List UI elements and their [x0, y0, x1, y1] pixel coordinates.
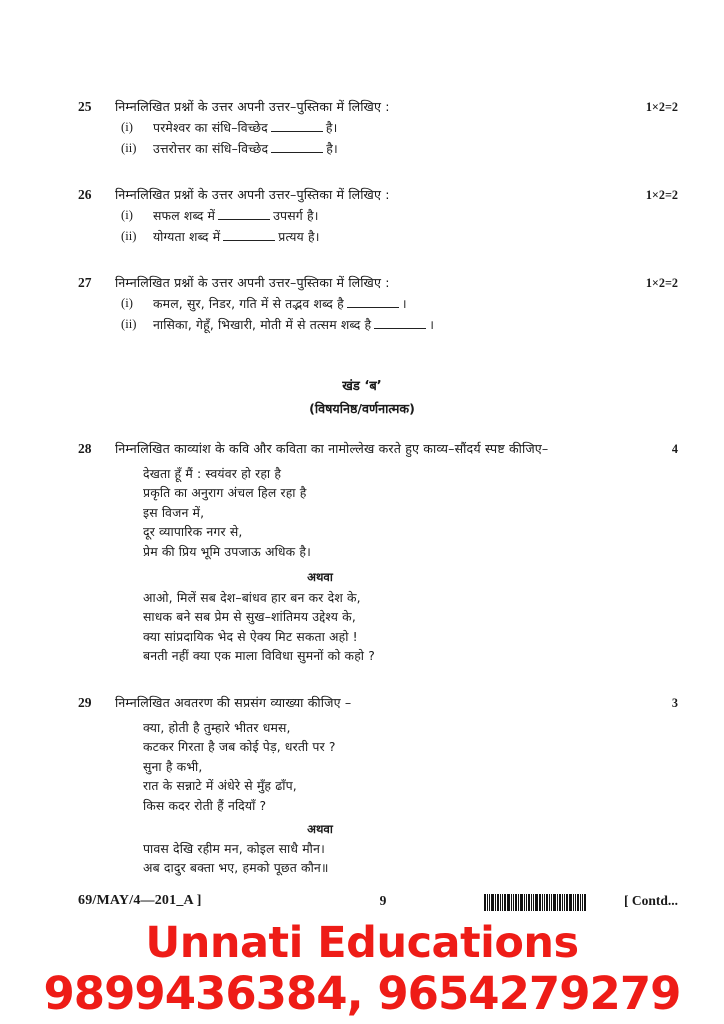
sub-question-text-after: ।: [429, 317, 435, 332]
page-footer: [78, 893, 678, 915]
sub-question-text: [153, 139, 678, 158]
sub-question-text-after: प्रत्यय है।: [278, 229, 320, 244]
sub-question-text-before: योग्यता शब्द में: [153, 229, 221, 244]
question-block-28: [78, 440, 678, 458]
verse-line: साधक बने सब प्रेम से सुख–शांतिमय उद्देश्य के,: [143, 609, 356, 625]
section-title: खंड ‘ब’: [342, 379, 382, 394]
verse-line: देखता हूँ मैं : स्वयंवर हो रहा है: [143, 466, 282, 481]
verse-line: बनती नहीं क्या एक माला विविधा सुमनों को कहो ?: [143, 648, 375, 664]
question-heading: [78, 186, 678, 204]
sub-question-text-after: है।: [326, 141, 338, 156]
verse-29-a: [143, 718, 336, 815]
sub-question-item: [121, 206, 678, 225]
verse-line: इस विजन में,: [143, 504, 205, 520]
verse-line: क्या, होती है तुम्हारे भीतर धमस,: [143, 720, 291, 735]
sub-question-text: [153, 294, 678, 313]
sub-question-text: [153, 206, 678, 225]
answer-blank[interactable]: [218, 208, 270, 220]
question-marks: 1×2=2: [645, 100, 678, 114]
question-stem: निम्नलिखित काव्यांश के कवि और कविता का नामोल्लेख करते हुए काव्य–सौंदर्य स्पष्ट कीजिए–: [115, 441, 549, 456]
question-stem: निम्नलिखित अवतरण की सप्रसंग व्याख्या कीजिए –: [115, 695, 352, 710]
question-block-27: [78, 274, 678, 334]
verse-29-b: [143, 839, 329, 878]
question-marks: 1×2=2: [645, 276, 678, 290]
question-stem: निम्नलिखित प्रश्नों के उत्तर अपनी उत्तर–पुस्तिका में लिखिए :: [115, 99, 390, 114]
verse-line: किस कदर रोती हैं नदियाँ ?: [143, 797, 267, 813]
verse-line: क्या सांप्रदायिक भेद से ऐक्य मिट सकता अहो !: [143, 628, 358, 644]
verse-line: कटकर गिरता है जब कोई पेड़, धरती पर ?: [143, 739, 336, 755]
sub-question-item: [121, 118, 678, 137]
verse-line: आओ, मिलें सब देश–बांधव हार बन कर देश के,: [143, 590, 361, 605]
sub-question-text: [153, 227, 678, 246]
answer-blank[interactable]: [374, 317, 426, 329]
alternate-label-28: अथवा: [307, 570, 333, 584]
verse-line: अब दादुर बक्ता भए, हमको पूछत कौन॥: [143, 860, 329, 876]
question-number: 28: [78, 441, 92, 456]
question-stem: निम्नलिखित प्रश्नों के उत्तर अपनी उत्तर–पुस्तिका में लिखिए :: [115, 187, 390, 202]
verse-line: पावस देखि रहीम मन, कोइल साधै मौन।: [143, 841, 325, 856]
answer-blank[interactable]: [271, 141, 323, 153]
sub-question-text-before: कमल, सुर, निडर, गति में से तद्भव शब्द है: [153, 296, 344, 311]
sub-question-text-after: है।: [325, 120, 338, 135]
watermark-title: Unnati Educations: [145, 918, 579, 968]
sub-question-text: [153, 315, 678, 334]
verse-line: प्रकृति का अनुराग अंचल हिल रहा है: [143, 485, 307, 501]
verse-line: रात के सन्नाटे में अंधेरे से मुँह ढाँप,: [143, 778, 297, 794]
question-heading: [78, 694, 678, 712]
question-heading: [78, 440, 678, 458]
sub-question-label: (i): [121, 208, 133, 222]
sub-question-item: [121, 139, 678, 158]
question-heading: [78, 98, 678, 116]
sub-question-text-before: उत्तरोत्तर का संधि–विच्छेद: [153, 141, 269, 156]
barcode: [484, 894, 596, 911]
sub-question-text-before: परमेश्वर का संधि–विच्छेद: [153, 120, 268, 135]
sub-question-text-after: ।: [401, 296, 407, 311]
verse-line: दूर व्यापारिक नगर से,: [143, 524, 243, 540]
question-marks: 4: [671, 442, 678, 456]
sub-question-label: (ii): [121, 317, 137, 331]
question-number: 26: [78, 187, 92, 202]
question-number: 25: [78, 99, 92, 114]
question-number: 27: [78, 275, 92, 290]
sub-question-text-before: नासिका, गेहूँ, भिखारी, मोती में से तत्सम शब्द है: [153, 317, 372, 332]
sub-question-text-after: उपसर्ग है।: [273, 208, 319, 223]
page-number: 9: [379, 893, 387, 908]
answer-blank[interactable]: [271, 120, 323, 132]
answer-blank[interactable]: [223, 229, 275, 241]
question-block-29: [78, 694, 678, 712]
question-marks: 3: [671, 696, 678, 710]
verse-line: प्रेम की प्रिय भूमि उपजाऊ अधिक है।: [143, 543, 311, 559]
section-subtitle: (विषयनिष्ठ/वर्णनात्मक): [309, 401, 415, 416]
question-block-26: [78, 186, 678, 246]
sub-question-label: (ii): [121, 229, 137, 243]
question-block-25: [78, 98, 678, 158]
sub-question-label: (ii): [121, 141, 137, 155]
sub-question-label: (i): [121, 120, 133, 134]
verse-28-b: [143, 588, 375, 666]
answer-blank[interactable]: [347, 296, 399, 308]
paper-code: 69/MAY/4—201_A ]: [78, 893, 202, 908]
watermark-phone: 9899436384, 9654279279: [43, 967, 681, 1020]
sub-question-label: (i): [121, 296, 133, 310]
verse-line: सुना है कभी,: [143, 758, 203, 774]
verse-28-a: [143, 464, 311, 561]
question-number: 29: [78, 695, 92, 710]
sub-question-item: [121, 227, 678, 246]
question-marks: 1×2=2: [645, 188, 678, 202]
sub-question-item: [121, 315, 678, 334]
sub-question-text-before: सफल शब्द में: [153, 208, 216, 223]
alternate-label-29: अथवा: [307, 822, 333, 836]
question-stem: निम्नलिखित प्रश्नों के उत्तर अपनी उत्तर–पुस्तिका में लिखिए :: [115, 275, 390, 290]
continued-label: [ Contd...: [623, 893, 678, 908]
sub-question-text: [153, 118, 678, 137]
sub-question-item: [121, 294, 678, 313]
question-heading: [78, 274, 678, 292]
